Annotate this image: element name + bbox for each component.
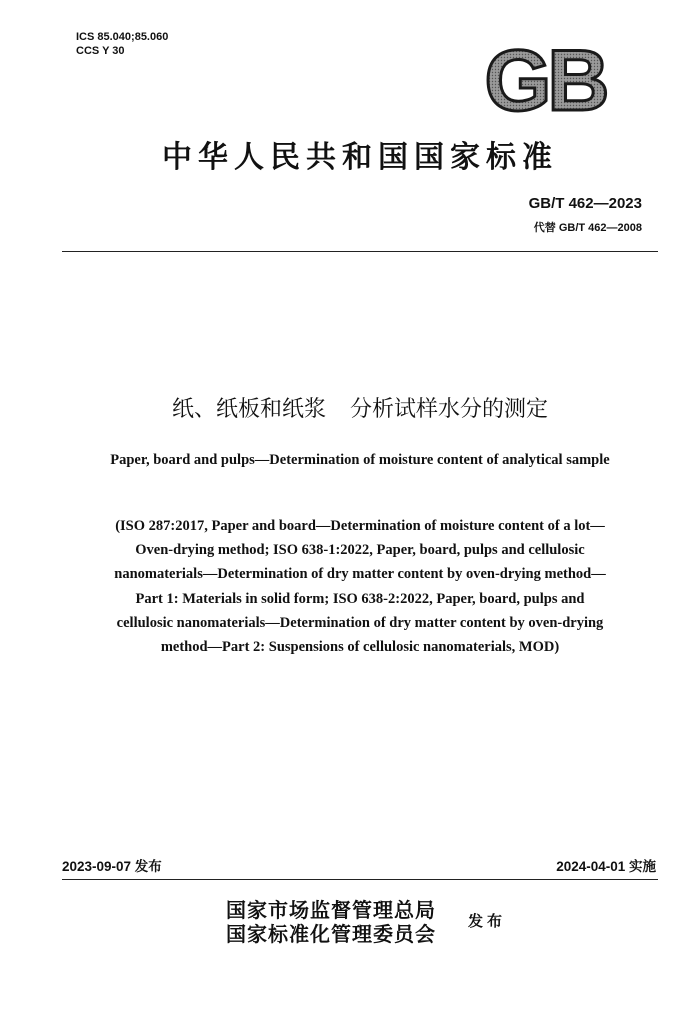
title-zh-part1: 纸、纸板和纸浆	[171, 397, 326, 422]
issuer-sac: 国家标准化管理委员会	[226, 922, 436, 946]
replaced-standard: 代替 GB/T 462—2008	[533, 222, 642, 234]
iso-reference-line: method—Part 2: Suspensions of cellulosic nanomaterials, MOD)	[160, 639, 560, 656]
national-standard-title: 中华人民共和国国家标准	[162, 140, 558, 175]
gb-logo-text: GB	[484, 38, 606, 120]
ics-code: ICS 85.040;85.060	[76, 31, 169, 43]
header-divider	[62, 251, 658, 252]
iso-reference-line: nanomaterials—Determination of dry matter content by oven-drying method—	[114, 566, 606, 583]
iso-reference	[60, 514, 660, 659]
ccs-code: CCS Y 30	[76, 45, 125, 57]
document-title-en: Paper, board and pulps—Determination of moisture content of analytical sample	[110, 452, 610, 468]
footer-divider	[62, 879, 658, 880]
gb-logo-icon	[470, 38, 620, 120]
document-title-zh	[60, 392, 660, 423]
iso-reference-line: Part 1: Materials in solid form; ISO 638-2:2022, Paper, board, pulps and	[135, 590, 585, 607]
issuer-samr: 国家市场监督管理总局	[226, 898, 436, 922]
issue-date: 2023-09-07 发布	[62, 859, 162, 874]
iso-reference-line: cellulosic nanomaterials—Determination of dry matter content by oven-drying	[116, 614, 604, 631]
classification-codes	[76, 30, 168, 58]
title-zh-part2: 分析试样水分的测定	[350, 397, 549, 422]
implementation-date: 2024-04-01 实施	[556, 859, 656, 874]
iso-reference-line: (ISO 287:2017, Paper and board—Determination of moisture content of a lot—	[115, 518, 605, 534]
standard-number: GB/T 462—2023	[528, 195, 642, 212]
publish-label: 发布	[468, 912, 507, 930]
issuing-authorities	[226, 898, 436, 946]
iso-reference-line: Oven-drying method; ISO 638-1:2022, Paper, board, pulps and cellulosic	[135, 542, 585, 559]
